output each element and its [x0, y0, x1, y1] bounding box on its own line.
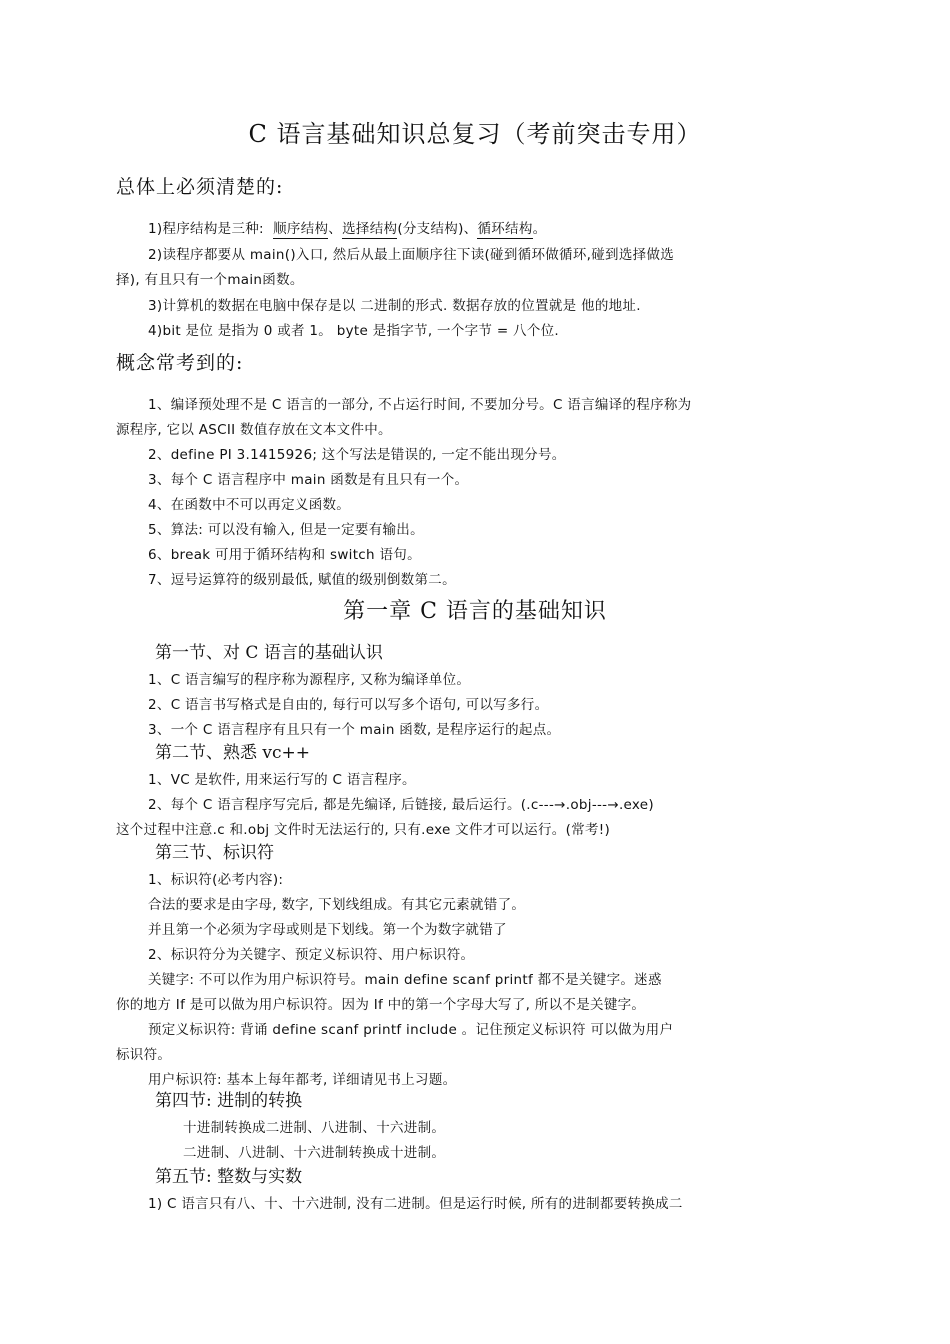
section-2-title: 第二节、熟悉 vc++: [155, 743, 311, 763]
section-1-line-3: 3、一个 C 语言程序有且只有一个 main 函数, 是程序运行的起点。: [148, 722, 561, 738]
section-3-line-1: 1、标识符(必考内容):: [148, 872, 284, 888]
concept-1a: 1、编译预处理不是 C 语言的一部分, 不占运行时间, 不要加分号。C 语言编译的程序称为: [148, 397, 692, 413]
section-3-title: 第三节、标识符: [155, 843, 274, 863]
term-loop: 循环结构: [477, 221, 533, 237]
section-2-line-2a: 2、每个 C 语言程序写完后, 都是先编译, 后链接, 最后运行。(.c---→.obj---→.exe): [148, 797, 654, 813]
document-title: C 语言基础知识总复习（考前突击专用）: [248, 120, 702, 148]
term-selection: 选择结构: [342, 221, 398, 237]
concept-1b: 源程序, 它以 ASCII 数值存放在文本文件中。: [116, 422, 392, 438]
section-5-title: 第五节: 整数与实数: [155, 1167, 303, 1187]
section-3-line-5b: 你的地方 If 是可以做为用户标识符。因为 If 中的第一个字母大写了, 所以不是关键字。: [116, 997, 646, 1013]
section-3-line-7: 用户标识符: 基本上每年都考, 详细请见书上习题。: [148, 1072, 457, 1088]
section-3-line-6a: 预定义标识符: 背诵 define scanf printf include 。记住预定义标识符 可以做为用户: [148, 1022, 674, 1038]
overview-item-1: 1)程序结构是三种: 顺序结构、选择结构(分支结构)、循环结构。: [148, 221, 547, 237]
section-3-line-5a: 关键字: 不可以作为用户标识符号。main define scanf printf 都不是关键字。迷惑: [148, 972, 662, 988]
concept-6: 6、break 可用于循环结构和 switch 语句。: [148, 547, 421, 563]
concept-4: 4、在函数中不可以再定义函数。: [148, 497, 351, 513]
section-3-line-6b: 标识符。: [116, 1047, 172, 1063]
overview-item-2a: 2)读程序都要从 main()入口, 然后从最上面顺序往下读(碰到循环做循环,碰到选择做选: [148, 247, 675, 263]
section-1-line-1: 1、C 语言编写的程序称为源程序, 又称为编译单位。: [148, 672, 471, 688]
section-2-line-1: 1、VC 是软件, 用来运行写的 C 语言程序。: [148, 772, 416, 788]
section-3-line-4: 2、标识符分为关键字、预定义标识符、用户标识符。: [148, 947, 475, 963]
overview-item-3: 3)计算机的数据在电脑中保存是以 二进制的形式. 数据存放的位置就是 他的地址.: [148, 298, 641, 314]
term-sequential: 顺序结构: [273, 221, 329, 237]
section-4-line-1: 十进制转换成二进制、八进制、十六进制。: [183, 1120, 446, 1136]
concepts-heading: 概念常考到的:: [116, 352, 244, 374]
section-3-line-3: 并且第一个必须为字母或则是下划线。第一个为数字就错了: [148, 922, 507, 938]
overview-item-4: 4)bit 是位 是指为 0 或者 1。 byte 是指字节, 一个字节 = 八个位.: [148, 323, 560, 339]
section-4-line-2: 二进制、八进制、十六进制转换成十进制。: [183, 1145, 446, 1161]
concept-7: 7、逗号运算符的级别最低, 赋值的级别倒数第二。: [148, 572, 456, 588]
concept-2: 2、define PI 3.1415926; 这个写法是错误的, 一定不能出现分号。: [148, 447, 566, 463]
overview-item-2b: 择), 有且只有一个main函数。: [116, 272, 304, 288]
section-3-line-2: 合法的要求是由字母, 数字, 下划线组成。有其它元素就错了。: [148, 897, 526, 913]
chapter-1-title: 第一章 C 语言的基础知识: [343, 599, 607, 624]
section-2-line-2b: 这个过程中注意.c 和.obj 文件时无法运行的, 只有.exe 文件才可以运行。(常考!): [116, 822, 611, 838]
section-1-line-2: 2、C 语言书写格式是自由的, 每行可以写多个语句, 可以写多行。: [148, 697, 549, 713]
concept-3: 3、每个 C 语言程序中 main 函数是有且只有一个。: [148, 472, 469, 488]
section-5-line-1: 1) C 语言只有八、十、十六进制, 没有二进制。但是运行时候, 所有的进制都要转换成二: [148, 1196, 683, 1212]
section-1-title: 第一节、对 C 语言的基础认识: [155, 643, 383, 663]
section-4-title: 第四节: 进制的转换: [155, 1091, 303, 1111]
overview-heading: 总体上必须清楚的:: [116, 176, 284, 198]
concept-5: 5、算法: 可以没有输入, 但是一定要有输出。: [148, 522, 424, 538]
